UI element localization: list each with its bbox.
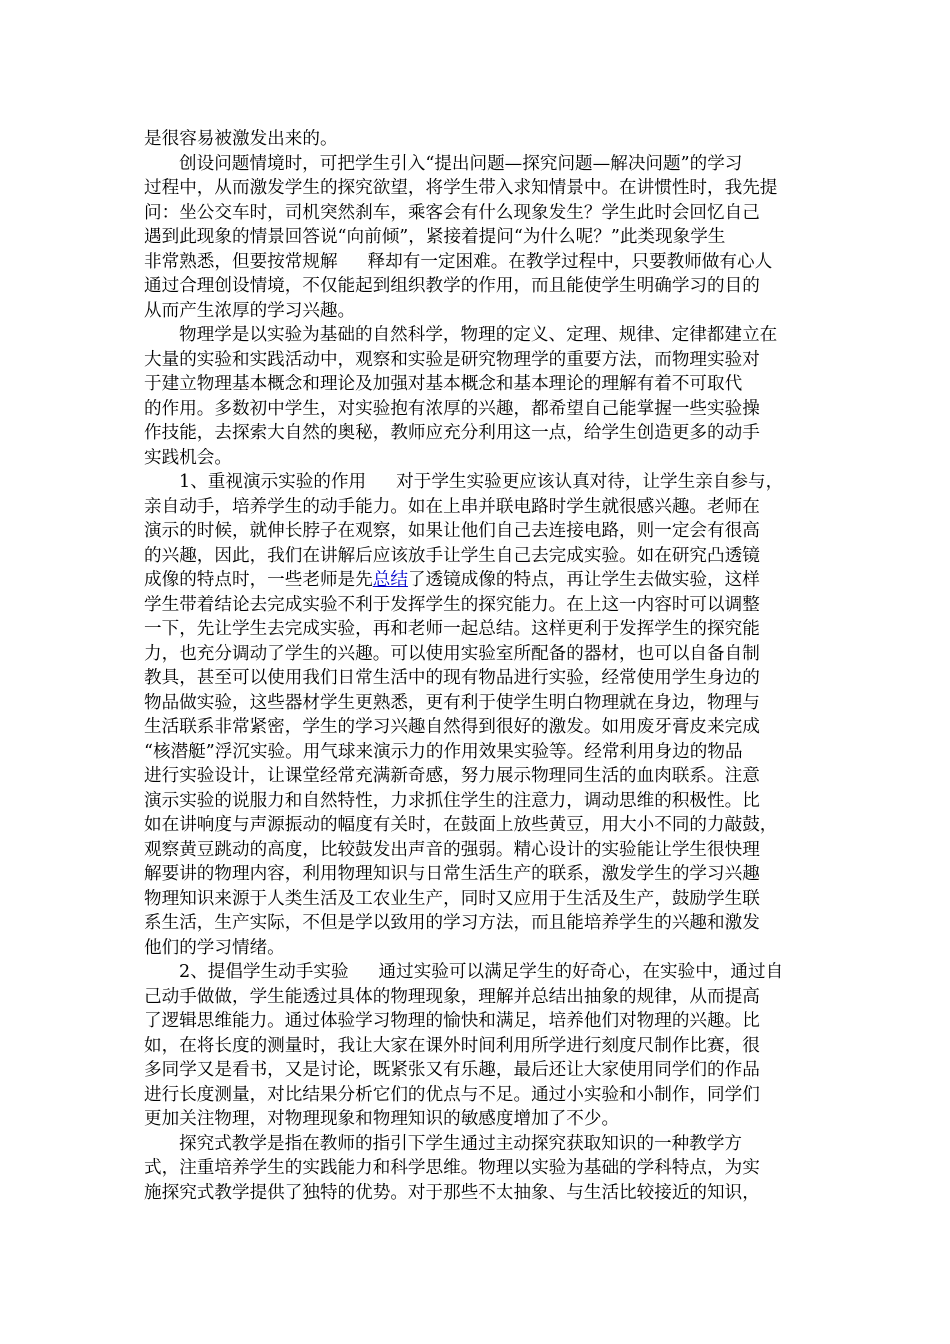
text-line: 系生活，生产实际，不但是学以致用的学习方法，而且能培养学生的兴趣和激发 bbox=[144, 913, 760, 933]
text-segment: 释却有一定困难。在教学过程中，只要教师做有心人 bbox=[367, 251, 773, 272]
text-line: 大量的实验和实践活动中，观察和实验是研究物理学的重要方法，而物理实验对 bbox=[144, 349, 760, 370]
text-line: 实践机会。 bbox=[144, 447, 232, 468]
text-line: “核潜艇”浮沉实验。用气球来演示力的作用效果实验等。经常利用身边的物品 bbox=[144, 741, 743, 762]
text-line: 是很容易被激发出来的。 bbox=[144, 129, 338, 149]
text-line: 的兴趣，因此，我们在讲解后应该放手让学生自己去完成实验。如在研究凸透镜 bbox=[144, 545, 760, 566]
text-line: 物理知识来源于人类生活及工农业生产，同时又应用于生活及生产，鼓励学生联 bbox=[144, 888, 760, 909]
summary-link[interactable]: 总结 bbox=[372, 570, 408, 590]
text-line: 遇到此现象的情景回答说“向前倾”，紧接着提问“为什么呢？”此类现象学生 bbox=[144, 227, 726, 247]
text-line: 多同学又是看书，又是讨论，既紧张又有乐趣，最后还让大家使用同学们的作品 bbox=[144, 1060, 760, 1080]
text-line: 学生带着结论去完成实验不利于发挥学生的探究能力。在上这一内容时可以调整 bbox=[144, 594, 760, 615]
text-line: 己动手做做，学生能透过具体的物理现象，理解并总结出抽象的规律，从而提高 bbox=[144, 986, 760, 1007]
text-line: 亲自动手，培养学生的动手能力。如在上串并联电路时学生就很感兴趣。老师在 bbox=[144, 496, 760, 517]
text-line: 创设问题情境时，可把学生引入“提出问题—探究问题—解决问题”的学习 bbox=[179, 153, 743, 174]
text-line: 教具，甚至可以使用我们日常生活中的现有物品进行实验，经常使用学生身边的 bbox=[144, 668, 760, 688]
text-segment: 成像的特点时，一些老师是先 bbox=[144, 570, 373, 590]
text-segment: 对于学生实验更应该认真对待，让学生亲自参与， bbox=[396, 472, 784, 492]
text-line bbox=[144, 250, 818, 275]
text-line: 进行长度测量，对比结果分析它们的优点与不足。通过小实验和小制作，同学们 bbox=[144, 1084, 760, 1105]
text-line: 从而产生浓厚的学习兴趣。 bbox=[144, 300, 356, 321]
text-line: 于建立物理基本概念和理论及加强对基本概念和基本理论的理解有着不可取代 bbox=[144, 374, 743, 394]
article-body bbox=[144, 127, 818, 1205]
text-line: 更加关注物理，对物理现象和物理知识的敏感度增加了不少。 bbox=[144, 1109, 620, 1129]
text-line bbox=[144, 568, 818, 593]
text-segment: 通过实验可以满足学生的好奇心，在实验中，通过自 bbox=[378, 962, 784, 982]
text-line bbox=[144, 470, 818, 495]
text-segment: 2、提倡学生动手实验 bbox=[179, 962, 349, 982]
text-line: 通过合理创设情境，不仅能起到组织教学的作用，而且能使学生明确学习的目的 bbox=[144, 276, 760, 296]
text-line: 问：坐公交车时，司机突然刹车，乘客会有什么现象发生？学生此时会回忆自己 bbox=[144, 202, 760, 223]
text-line: 探究式教学是指在教师的指引下学生通过主动探究获取知识的一种教学方 bbox=[179, 1133, 743, 1154]
text-line: 物品做实验，这些器材学生更熟悉，更有利于使学生明白物理就在身边，物理与 bbox=[144, 692, 760, 713]
text-line: 作技能，去探索大自然的奥秘，教师应充分利用这一点，给学生创造更多的动手 bbox=[144, 423, 760, 443]
text-line bbox=[144, 960, 818, 985]
text-line: 他们的学习情绪。 bbox=[144, 937, 285, 958]
text-line: 物理学是以实验为基础的自然科学，物理的定义、定理、规律、定律都建立在 bbox=[179, 325, 778, 345]
text-line: 如，在将长度的测量时，我让大家在课外时间利用所学进行刻度尺制作比赛，很 bbox=[144, 1035, 760, 1056]
text-segment: 了透镜成像的特点，再让学生去做实验，这样 bbox=[407, 570, 760, 590]
text-line: 式，注重培养学生的实践能力和科学思维。物理以实验为基础的学科特点，为实 bbox=[144, 1158, 760, 1178]
text-line: 过程中，从而激发学生的探究欲望，将学生带入求知情景中。在讲惯性时，我先提 bbox=[144, 178, 778, 198]
text-line: 演示实验的说服力和自然特性，力求抓住学生的注意力，调动思维的积极性。比 bbox=[144, 790, 760, 811]
text-line: 进行实验设计，让课堂经常充满新奇感，努力展示物理同生活的血肉联系。注意 bbox=[144, 766, 760, 786]
text-line: 如在讲响度与声源振动的幅度有关时，在鼓面上放些黄豆，用大小不同的力敲鼓， bbox=[144, 815, 778, 835]
text-line: 观察黄豆跳动的高度，比较鼓发出声音的强弱。精心设计的实验能让学生很快理 bbox=[144, 839, 760, 860]
text-line: 了逻辑思维能力。通过体验学习物理的愉快和满足，培养他们对物理的兴趣。比 bbox=[144, 1011, 760, 1031]
text-line: 解要讲的物理内容，利用物理知识与日常生活生产的联系，激发学生的学习兴趣 bbox=[144, 864, 760, 884]
text-line: 生活联系非常紧密，学生的学习兴趣自然得到很好的激发。如用废牙膏皮来完成 bbox=[144, 717, 760, 737]
text-line: 一下，先让学生去完成实验，再和老师一起总结。这样更利于发挥学生的探究能 bbox=[144, 619, 760, 639]
text-line: 施探究式教学提供了独特的优势。对于那些不太抽象、与生活比较接近的知识， bbox=[144, 1182, 760, 1203]
text-line: 演示的时候，就伸长脖子在观察，如果让他们自己去连接电路，则一定会有很高 bbox=[144, 521, 760, 541]
text-line: 力，也充分调动了学生的兴趣。可以使用实验室所配备的器材，也可以自备自制 bbox=[144, 643, 760, 664]
text-segment: 非常熟悉，但要按常规解 bbox=[144, 251, 338, 272]
text-segment: 1、重视演示实验的作用 bbox=[179, 472, 367, 492]
text-line: 的作用。多数初中学生，对实验抱有浓厚的兴趣，都希望自己能掌握一些实验操 bbox=[144, 398, 760, 419]
